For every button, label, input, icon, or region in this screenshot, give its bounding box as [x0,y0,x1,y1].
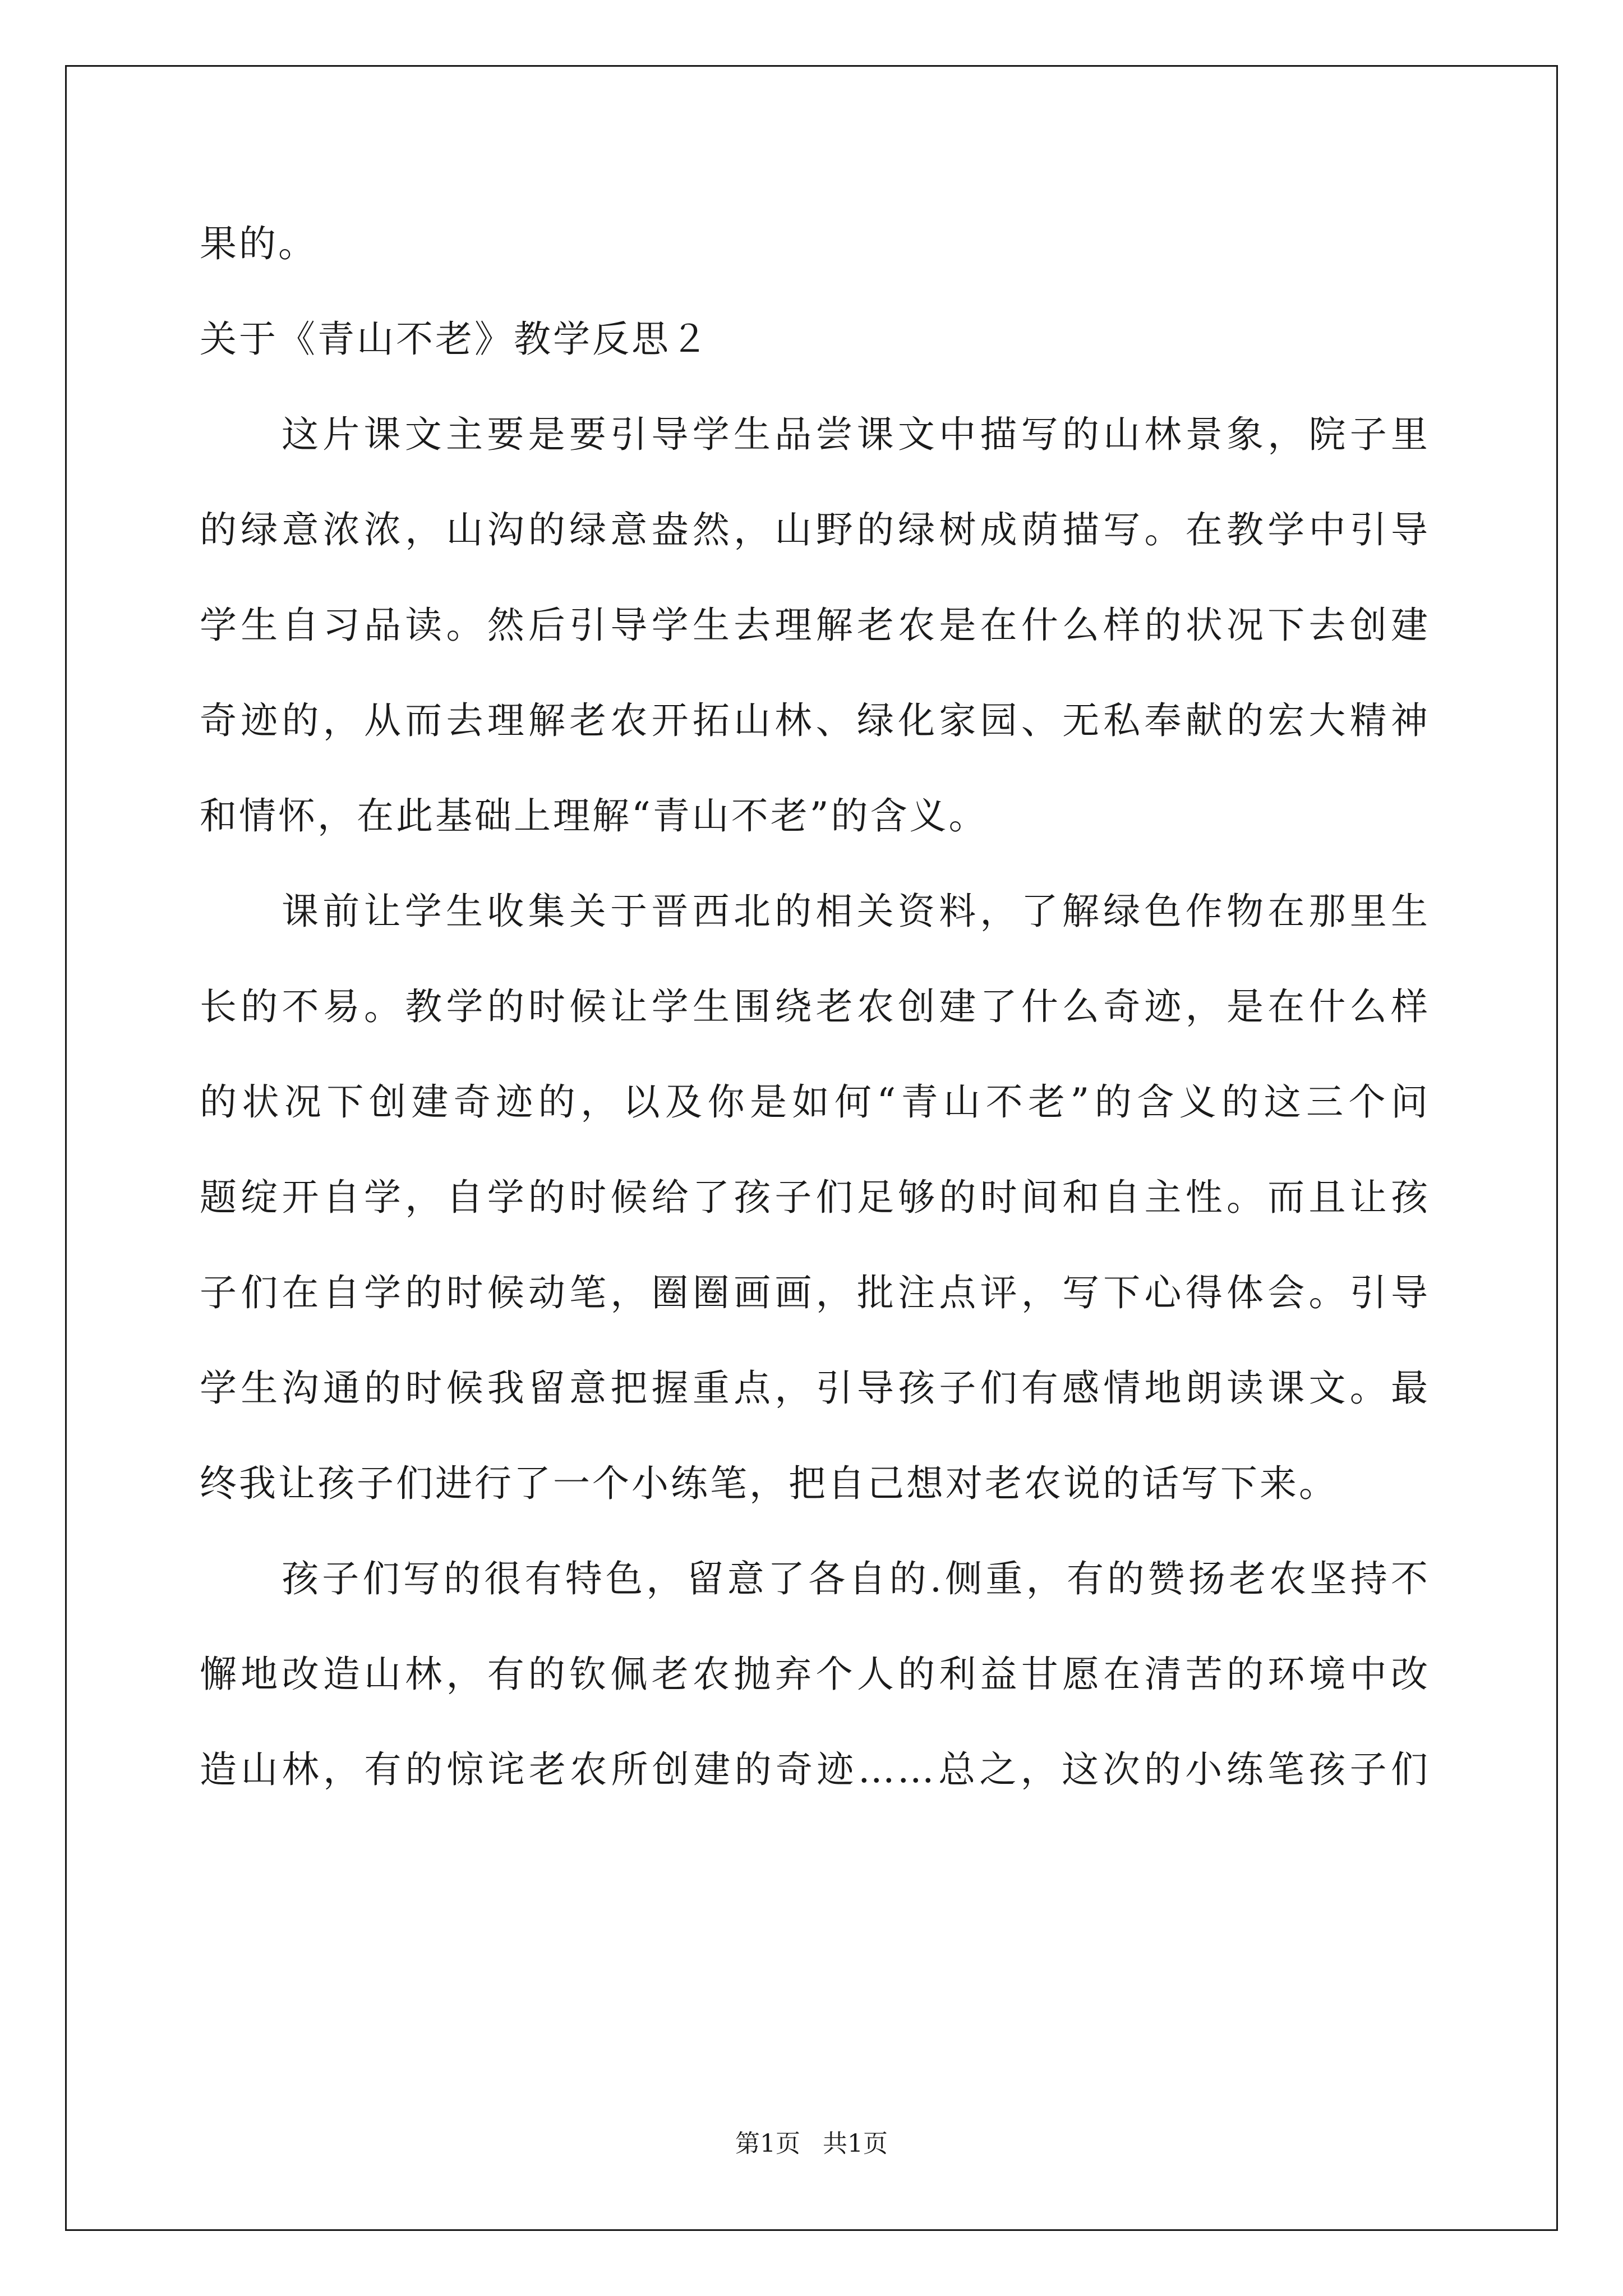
page-number: 第1页 [735,2129,800,2158]
document-body [200,196,1430,1818]
page-total: 共1页 [823,2129,888,2158]
paragraph-line: 和情怀，在此基础上理解“青山不老”的含义。 [200,794,988,838]
paragraph-line: 造山林，有的惊诧老农所创建的奇迹……总之，这次的小练笔孩子们 [200,1748,1430,1791]
paragraph-2 [200,864,1430,1531]
paragraph-line: 题绽开自学，自学的时候给了孩子们足够的时间和自主性。而且让孩 [200,1176,1430,1219]
paragraph-line: 的绿意浓浓，山沟的绿意盎然，山野的绿树成荫描写。在教学中引导 [200,508,1430,551]
paragraph-line: 孩子们写的很有特色，留意了各自的.侧重，有的赞扬老农坚持不 [282,1557,1430,1600]
paragraph-line: 子们在自学的时候动笔，圈圈画画，批注点评，写下心得体会。引导 [200,1271,1430,1314]
paragraph-3 [200,1531,1430,1818]
paragraph-line: 的状况下创建奇迹的，以及你是如何“青山不老”的含义的这三个问 [200,1080,1430,1124]
paragraph-line: 学生自习品读。然后引导学生去理解老农是在什么样的状况下去创建 [200,604,1430,647]
paragraph-1 [200,387,1430,864]
page-footer [0,2123,1623,2159]
paragraph-line: 课前让学生收集关于晋西北的相关资料，了解绿色作物在那里生 [282,890,1430,933]
paragraph-line: 奇迹的，从而去理解老农开拓山林、绿化家园、无私奉献的宏大精神 [200,699,1430,742]
paragraph-line: 长的不易。教学的时候让学生围绕老农创建了什么奇迹，是在什么样 [200,985,1430,1028]
section-heading: 关于《青山不老》教学反思２ [200,318,710,361]
continuation-text: 果的。 [200,222,317,265]
paragraph-line: 这片课文主要是要引导学生品尝课文中描写的山林景象，院子里 [282,413,1430,456]
paragraph-line: 懈地改造山林，有的钦佩老农抛弃个人的利益甘愿在清苦的环境中改 [200,1653,1430,1696]
paragraph-line: 学生沟通的时候我留意把握重点，引导孩子们有感情地朗读课文。最 [200,1366,1430,1410]
paragraph-line: 终我让孩子们进行了一个小练笔，把自己想对老农说的话写下来。 [200,1462,1338,1505]
